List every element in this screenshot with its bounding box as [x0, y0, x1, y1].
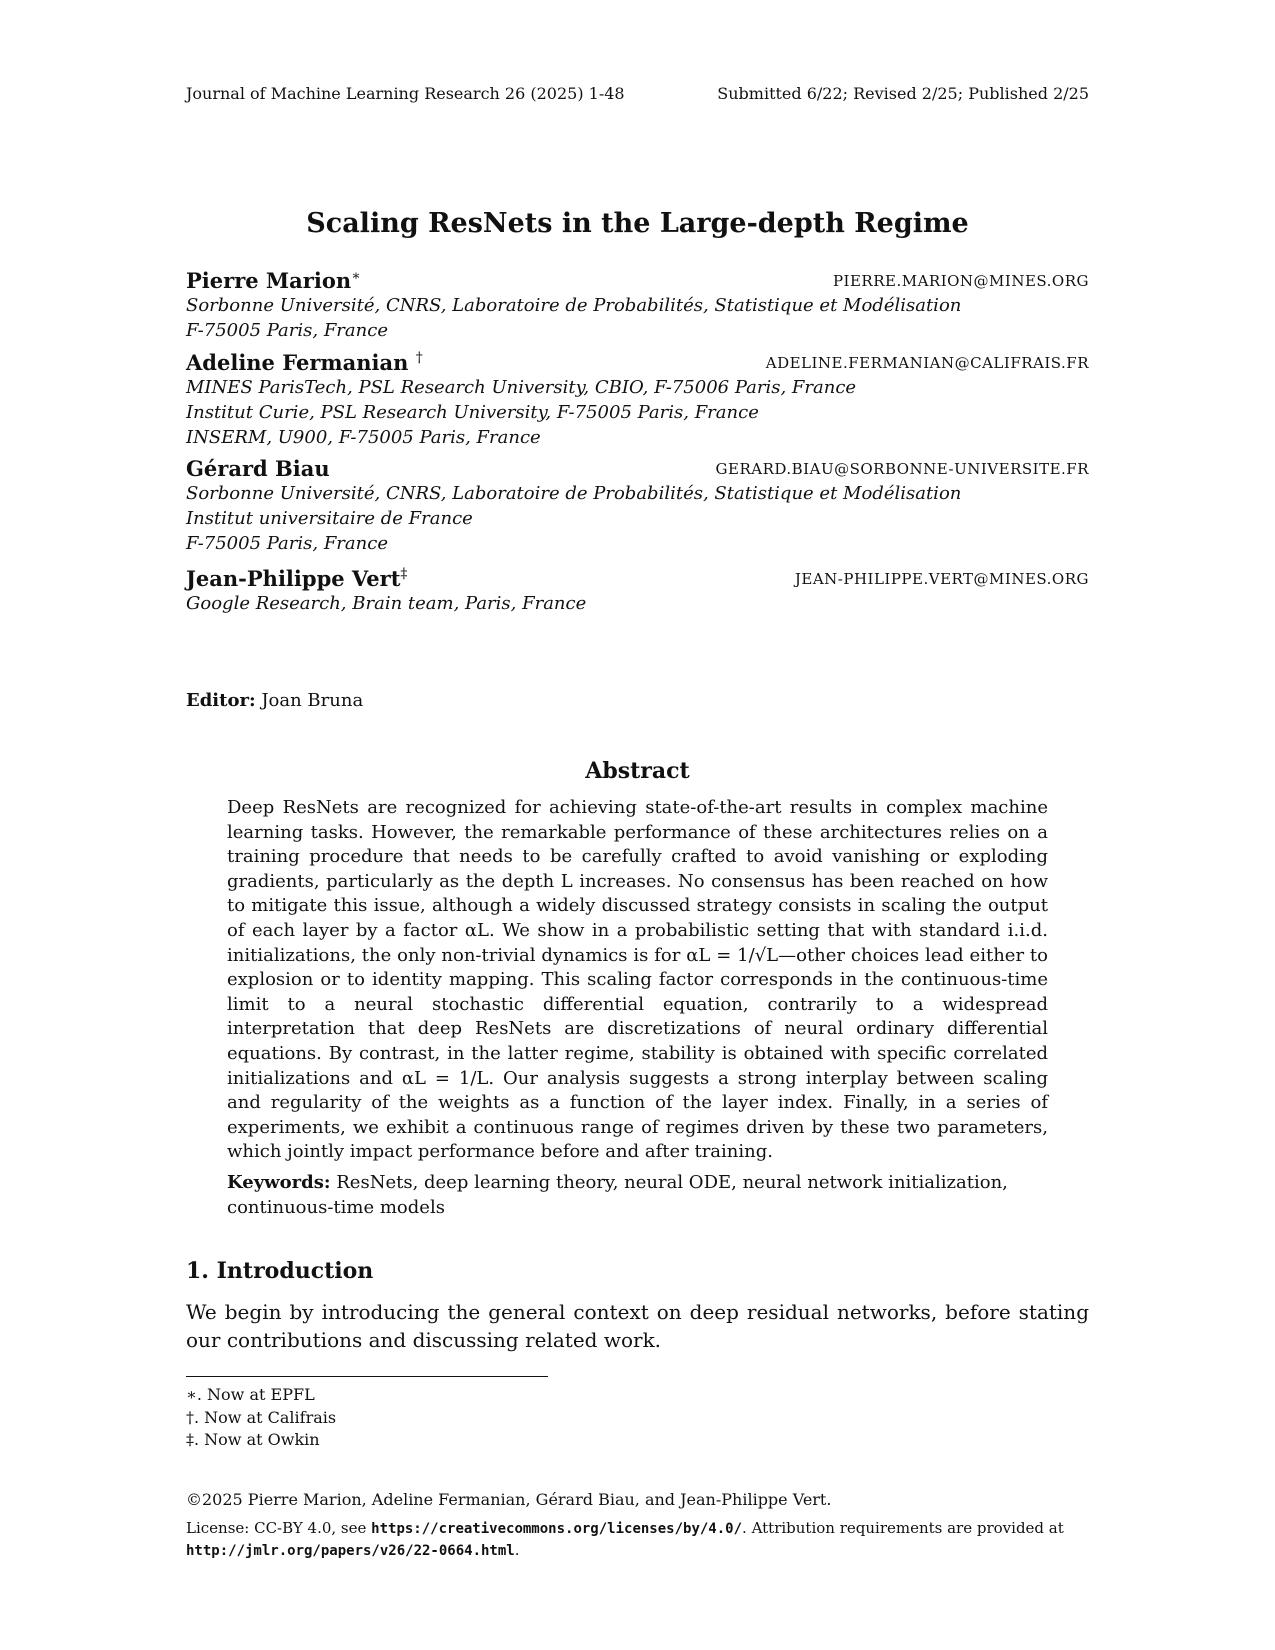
author-affiliation: Sorbonne Université, CNRS, Laboratoire de Probabilités, Statistique et Modélisation: [186, 295, 962, 316]
author-footnote-mark: ‡: [400, 566, 408, 582]
author-affiliation: Institut universitaire de France: [186, 508, 473, 529]
abstract-text: Deep ResNets are recognized for achieving state-of-the-art results in complex machine learning tasks. However, the remarkable performance of these architectures relies on a training procedure that needs to be carefully crafted to avoid vanishing or exploding gradients, particularly as the depth L increases. No consensus has been reached on how to mitigate this issue, although a widely discussed strategy consists in scaling the output of each layer by a factor αL. We show in a probabilistic setting that with standard i.i.d. initializations, the only non-trivial dynamics is for αL = 1/√L—other choices lead either to explosion or to identity mapping. This scaling factor corresponds in the continuous-time limit to a neural stochastic differential equation, contrarily to a widespread interpretation that deep ResNets are discretizations of neural ordinary differential equations. By contrast, in the latter regime, stability is obtained with specific correlated initializations and αL = 1/L. Our analysis suggests a strong interplay between scaling and regularity of the weights as a function of the layer index. Finally, in a series of experiments, we exhibit a continuous range of regimes driven by these two parameters, which jointly impact performance before and after training.: [227, 797, 1048, 1163]
author-affiliation: Google Research, Brain team, Paris, France: [186, 593, 587, 614]
author-affiliation: INSERM, U900, F-75005 Paris, France: [186, 427, 541, 448]
author-affiliation: F-75005 Paris, France: [186, 533, 388, 554]
copyright-notice: ©2025 Pierre Marion, Adeline Fermanian, Gérard Biau, and Jean-Philippe Vert.: [186, 1490, 832, 1509]
abstract-heading: Abstract: [585, 758, 690, 784]
footnote: ‡. Now at Owkin: [186, 1430, 320, 1449]
journal-citation: Journal of Machine Learning Research 26 (2025) 1-48: [186, 84, 625, 103]
author-block: [186, 456, 1089, 556]
keywords-list: ResNets, deep learning theory, neural ODE, neural network initialization, continuous-time models: [227, 1172, 1008, 1218]
author-affiliation: Institut Curie, PSL Research University, F-75005 Paris, France: [186, 402, 759, 423]
author-block: [186, 566, 1089, 616]
editor-line: [186, 690, 363, 711]
license-prefix: License: CC-BY 4.0, see: [186, 1519, 372, 1537]
author-email: GERARD.BIAU@SORBONNE-UNIVERSITE.FR: [715, 460, 1089, 478]
paper-title: Scaling ResNets in the Large-depth Regime: [306, 208, 969, 239]
author-name: Adeline Fermanian †: [186, 350, 423, 375]
keywords-label: Keywords:: [227, 1172, 331, 1193]
editor-label: Editor:: [186, 690, 256, 711]
section-paragraph: We begin by introducing the general context on deep residual networks, before stating our contributions and discussing related work.: [186, 1300, 1089, 1352]
section-heading: 1. Introduction: [186, 1258, 374, 1284]
footnote-divider: [186, 1376, 548, 1377]
license-url-link[interactable]: https://creativecommons.org/licenses/by/4.0/: [371, 1521, 743, 1537]
paper-url-link[interactable]: http://jmlr.org/papers/v26/22-0664.html: [186, 1543, 515, 1559]
submission-dates: Submitted 6/22; Revised 2/25; Published 2/25: [717, 84, 1089, 103]
author-affiliation: MINES ParisTech, PSL Research University, CBIO, F-75006 Paris, France: [186, 377, 857, 398]
footnotes: [186, 1384, 336, 1452]
author-email: PIERRE.MARION@MINES.ORG: [832, 272, 1089, 290]
author-name: Jean-Philippe Vert‡: [186, 566, 408, 591]
author-block: [186, 350, 1089, 450]
license-middle: . Attribution requirements are provided at: [742, 1519, 1064, 1537]
author-email: JEAN-PHILIPPE.VERT@MINES.ORG: [794, 570, 1089, 588]
footnote: ∗. Now at EPFL: [186, 1385, 315, 1404]
keywords-line: [227, 1170, 1048, 1220]
author-email: ADELINE.FERMANIAN@CALIFRAIS.FR: [765, 354, 1089, 372]
author-footnote-mark: ∗: [351, 268, 361, 284]
author-footnote-mark: †: [415, 350, 423, 366]
author-affiliation: Sorbonne Université, CNRS, Laboratoire de Probabilités, Statistique et Modélisation: [186, 483, 962, 504]
license-suffix: .: [514, 1541, 520, 1559]
author-name: Gérard Biau: [186, 456, 330, 481]
author-affiliation: F-75005 Paris, France: [186, 320, 388, 341]
author-block: [186, 268, 1089, 343]
footnote: †. Now at Califrais: [186, 1407, 337, 1427]
license-notice: [186, 1518, 1089, 1562]
author-name: Pierre Marion∗: [186, 268, 361, 293]
editor-name: Joan Bruna: [261, 690, 364, 711]
